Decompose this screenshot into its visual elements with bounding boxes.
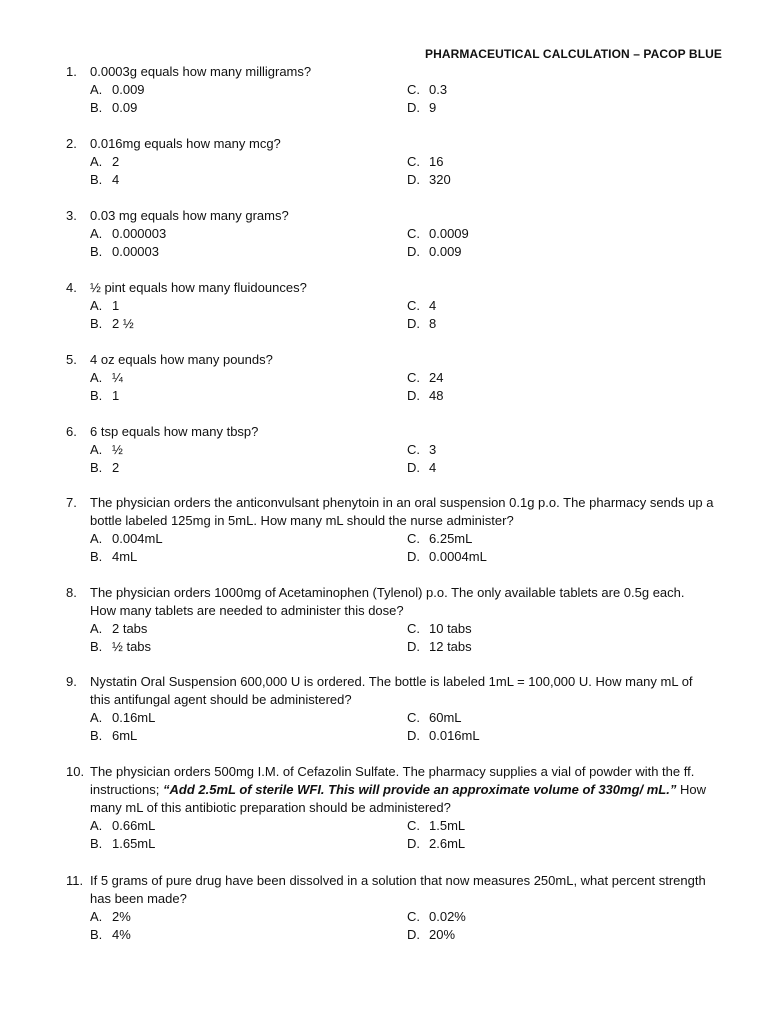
question-number: 3.: [66, 208, 77, 223]
question-number: 2.: [66, 136, 77, 151]
option-c[interactable]: C. 10 tabs: [407, 621, 472, 636]
option-d[interactable]: D. 20%: [407, 927, 456, 942]
option-b[interactable]: B. 2: [90, 460, 120, 475]
option-d[interactable]: D. 48: [407, 388, 444, 403]
question-text-continued: many mL of this antibiotic preparation should be administered?: [90, 800, 451, 815]
question-number: 1.: [66, 64, 77, 79]
option-c[interactable]: C. 60mL: [407, 710, 462, 725]
question-2: [66, 135, 736, 189]
option-a[interactable]: A. 2: [90, 154, 120, 169]
question-number: 8.: [66, 585, 77, 600]
option-c[interactable]: C. 4: [407, 298, 437, 313]
question-text-continued: bottle labeled 125mg in 5mL. How many mL should the nurse administer?: [90, 513, 514, 528]
option-c[interactable]: C. 16: [407, 154, 444, 169]
question-4: [66, 279, 736, 333]
question-text: 0.0003g equals how many milligrams?: [90, 64, 312, 79]
question-text-continued: How many tablets are needed to administer this dose?: [90, 603, 404, 618]
question-number: 6.: [66, 424, 77, 439]
question-9: [66, 673, 736, 745]
option-a[interactable]: A. ¼: [90, 370, 123, 385]
option-b[interactable]: B. 0.00003: [90, 244, 159, 259]
option-d[interactable]: D. 0.016mL: [407, 728, 480, 743]
question-number: 7.: [66, 495, 77, 510]
option-b[interactable]: B. 1: [90, 388, 120, 403]
option-c[interactable]: C. 6.25mL: [407, 531, 473, 546]
option-c[interactable]: C. 0.3: [407, 82, 448, 97]
question-text: 0.016mg equals how many mcg?: [90, 136, 281, 151]
question-6: [66, 423, 736, 477]
option-d[interactable]: D. 8: [407, 316, 437, 331]
question-7: [66, 494, 736, 566]
question-text: 4 oz equals how many pounds?: [90, 352, 273, 367]
option-a[interactable]: A. 0.009: [90, 82, 145, 97]
option-d[interactable]: D. 4: [407, 460, 437, 475]
option-a[interactable]: A. 1: [90, 298, 120, 313]
option-c[interactable]: C. 1.5mL: [407, 818, 466, 833]
option-b[interactable]: B. 4%: [90, 927, 131, 942]
option-b[interactable]: B. 6mL: [90, 728, 138, 743]
question-10: [66, 763, 736, 853]
question-1: [66, 63, 736, 117]
question-number: 10.: [66, 764, 85, 779]
question-text: The physician orders the anticonvulsant phenytoin in an oral suspension 0.1g p.o. The pharmacy sends up a: [90, 495, 714, 510]
option-a[interactable]: A. 0.66mL: [90, 818, 156, 833]
emphasized-instruction: “Add 2.5mL of sterile WFI. This will provide an approximate volume of 330mg/ mL.”: [162, 782, 677, 797]
question-5: [66, 351, 736, 405]
question-text: 0.03 mg equals how many grams?: [90, 208, 289, 223]
option-b[interactable]: B. ½ tabs: [90, 639, 152, 654]
question-text: 6 tsp equals how many tbsp?: [90, 424, 259, 439]
option-d[interactable]: D. 9: [407, 100, 437, 115]
question-number: 4.: [66, 280, 77, 295]
option-a[interactable]: A. 2%: [90, 909, 131, 924]
question-8: [66, 584, 736, 656]
option-c[interactable]: C. 3: [407, 442, 437, 457]
option-b[interactable]: B. 4mL: [90, 549, 138, 564]
option-b[interactable]: B. 0.09: [90, 100, 138, 115]
question-text: The physician orders 500mg I.M. of Cefazolin Sulfate. The pharmacy supplies a vial of powder with the ff.: [90, 764, 695, 779]
question-text-continued: instructions; “Add 2.5mL of sterile WFI. This will provide an approximate volume of 330mg/ mL.” How: [90, 782, 706, 797]
option-d[interactable]: D. 2.6mL: [407, 836, 466, 851]
option-d[interactable]: D. 12 tabs: [407, 639, 472, 654]
question-text: The physician orders 1000mg of Acetaminophen (Tylenol) p.o. The only available tablets are 0.5g each.: [90, 585, 685, 600]
option-a[interactable]: A. 0.004mL: [90, 531, 163, 546]
option-c[interactable]: C. 24: [407, 370, 444, 385]
question-3: [66, 207, 736, 261]
question-number: 9.: [66, 674, 77, 689]
question-text: If 5 grams of pure drug have been dissolved in a solution that now measures 250mL, what percent strength: [90, 873, 706, 888]
option-d[interactable]: D. 320: [407, 172, 451, 187]
question-11: [66, 872, 736, 944]
question-text: ½ pint equals how many fluidounces?: [90, 280, 307, 295]
question-text: Nystatin Oral Suspension 600,000 U is ordered. The bottle is labeled 1mL = 100,000 U. How many mL of: [90, 674, 693, 689]
option-a[interactable]: A. 0.000003: [90, 226, 167, 241]
question-number: 11.: [66, 873, 84, 888]
option-b[interactable]: B. 2 ½: [90, 316, 134, 331]
option-c[interactable]: C. 0.02%: [407, 909, 466, 924]
option-a[interactable]: A. ½: [90, 442, 123, 457]
question-text-continued: has been made?: [90, 891, 187, 906]
option-b[interactable]: B. 4: [90, 172, 120, 187]
question-text-continued: this antifungal agent should be administered?: [90, 692, 352, 707]
question-number: 5.: [66, 352, 77, 367]
option-c[interactable]: C. 0.0009: [407, 226, 469, 241]
option-a[interactable]: A. 2 tabs: [90, 621, 148, 636]
option-d[interactable]: D. 0.0004mL: [407, 549, 487, 564]
option-a[interactable]: A. 0.16mL: [90, 710, 156, 725]
option-d[interactable]: D. 0.009: [407, 244, 462, 259]
option-b[interactable]: B. 1.65mL: [90, 836, 156, 851]
page-title: PHARMACEUTICAL CALCULATION – PACOP BLUE: [424, 47, 722, 61]
